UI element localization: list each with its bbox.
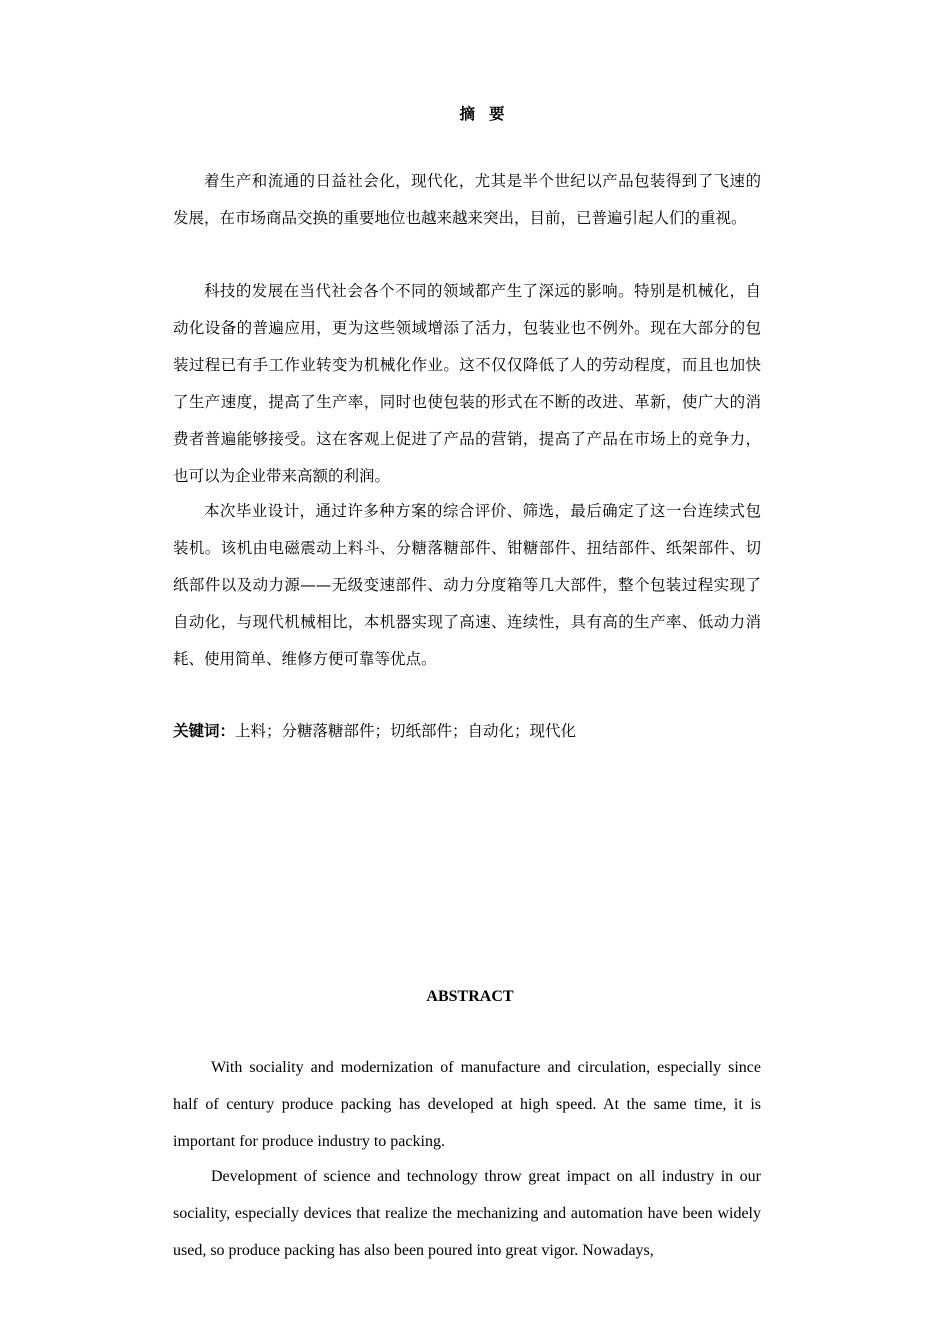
english-abstract-paragraph-1: With sociality and modernization of manufacture and circulation, especially since half of century produce packing has developed at high speed. At the same time, it is important for produce industry to packing. [173,1059,761,1150]
keywords-label: 关键词： [173,722,236,740]
keywords-line [173,718,773,744]
english-abstract-paragraph-2: Development of science and technology throw great impact on all industry in our sociality, especially devices that realize the mechanizing and automation have been widely used, so produce packing has also been poured into great vigor. Nowadays, [173,1168,761,1259]
chinese-abstract-paragraph-1: 着生产和流通的日益社会化，现代化，尤其是半个世纪以产品包装得到了飞速的发展，在市场商品交换的重要地位也越来越来突出，目前，已普遍引起人们的重视。 [173,172,761,227]
english-abstract-title: ABSTRACT [426,988,514,1005]
chinese-abstract-title: 摘要 [459,105,519,123]
chinese-abstract-paragraph-2: 科技的发展在当代社会各个不同的领域都产生了深远的影响。特别是机械化，自动化设备的普遍应用，更为这些领域增添了活力，包装业也不例外。现在大部分的包装过程已有手工作业转变为机械化作业。这不仅仅降低了人的劳动程度，而且也加快了生产速度，提高了生产率，同时也使包装的形式在不断的改进、革新，使广大的消费者普遍能够接受。这在客观上促进了产品的营销，提高了产品在市场上的竞争力，也可以为企业带来高额的利润。 [173,282,761,485]
chinese-abstract-paragraph-3: 本次毕业设计，通过许多种方案的综合评价、筛选，最后确定了这一台连续式包装机。该机由电磁震动上料斗、分糖落糖部件、钳糖部件、扭结部件、纸架部件、切纸部件以及动力源——无级变速部件、动力分度箱等几大部件，整个包装过程实现了自动化，与现代机械相比，本机器实现了高速、连续性，具有高的生产率、低动力消耗、使用简单、维修方便可靠等优点。 [173,502,761,668]
keywords-list: 上料；分糖落糖部件；切纸部件；自动化；现代化 [235,722,577,740]
